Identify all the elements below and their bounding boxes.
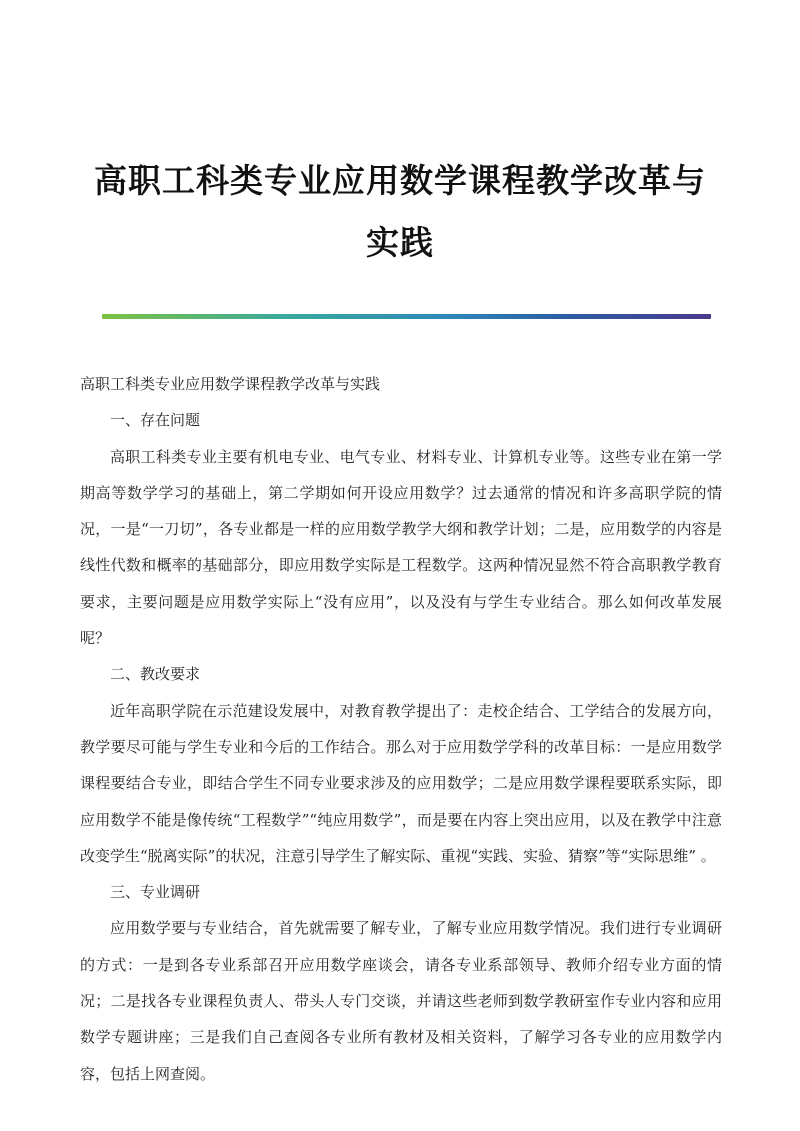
title-divider (102, 314, 711, 319)
document-body (80, 366, 722, 1092)
document-subtitle: 高职工科类专业应用数学课程教学改革与实践 (80, 375, 381, 393)
section-paragraph-2: 近年高职学院在示范建设发展中，对教育教学提出了：走校企结合、工学结合的发展方向，教学要尽可能与学生专业和今后的工作结合。那么对于应用数学学科的改革目标：一是应用数学课程要结合专业，即结合学生不同专业要求涉及的应用数学；二是应用数学课程要联系实际，即应用数学不能是像传统“工程数学”“纯应用数学”，而是要在内容上突出应用，以及在教学中注意改变学生“脱离实际”的状况，注意引导学生了解实际、重视“实践、实验、猜察”等“实际思维” 。 (80, 701, 722, 865)
section-paragraph-1: 高职工科类专业主要有机电专业、电气专业、材料专业、计算机专业等。这些专业在第一学期高等数学学习的基础上，第二学期如何开设应用数学？过去通常的情况和许多高职学院的情况，一是“一刀切”，各专业都是一样的应用数学教学大纲和教学计划；二是，应用数学的内容是线性代数和概率的基础部分，即应用数学实际是工程数学。这两种情况显然不符合高职教学教育要求，主要问题是应用数学实际上“没有应用”，以及没有与学生专业结合。那么如何改革发展呢？ (80, 447, 722, 648)
section-heading-2: 二、教改要求 (110, 665, 201, 684)
section-paragraph-3: 应用数学要与专业结合，首先就需要了解专业，了解专业应用数学情况。我们进行专业调研的方式：一是到各专业系部召开应用数学座谈会，请各专业系部领导、教师介绍专业方面的情况；二是找各专业课程负责人、带头人专门交谈，并请这些老师到数学教研室作专业内容和应用数学专题讲座；三是我们自己查阅各专业所有教材及相关资料，了解学习各专业的应用数学内容，包括上网查阅。 (80, 919, 722, 1083)
section-heading-3: 三、专业调研 (110, 883, 201, 902)
section-heading-1: 一、存在问题 (110, 411, 201, 430)
document-title: 高职工科类专业应用数学课程教学改革与实践 (94, 161, 706, 262)
